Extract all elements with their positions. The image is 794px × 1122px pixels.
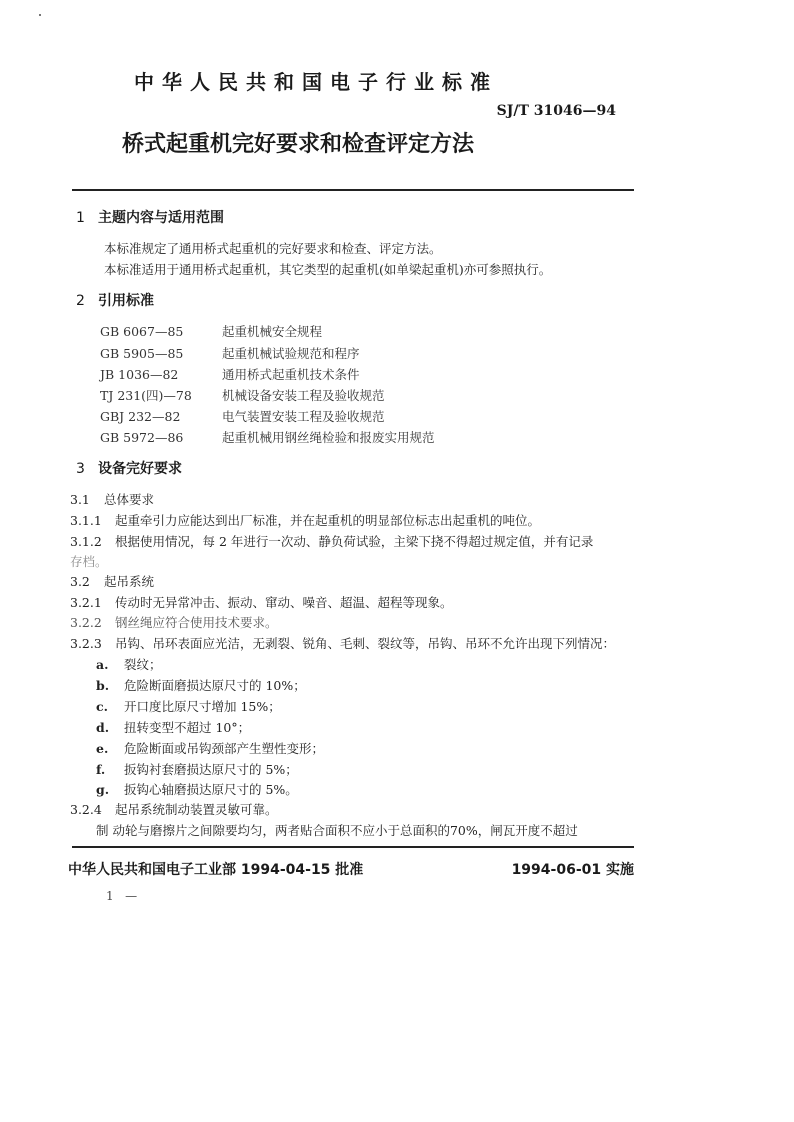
clause-number: 3.2 — [70, 574, 90, 589]
reference-name: 机械设备安装工程及验收规范 — [222, 388, 385, 403]
clause-item — [70, 532, 593, 550]
clause-number: 3.2.1 — [70, 595, 102, 610]
implementation-date: 1994-06-01 实施 — [511, 862, 634, 878]
reference-row — [100, 428, 435, 446]
reference-row — [100, 344, 360, 362]
section-2-heading — [76, 290, 154, 310]
section-1-heading — [76, 207, 224, 227]
section-number: 1 — [76, 210, 85, 226]
section-number: 3 — [76, 461, 85, 477]
sub-item-text: 扳钩心轴磨损达原尺寸的 5%。 — [124, 782, 298, 797]
reference-code: GB 5972—86 — [100, 430, 184, 445]
reference-code: GBJ 232—82 — [100, 409, 181, 424]
sub-item — [96, 655, 162, 673]
sub-item-letter: g. — [96, 782, 110, 797]
reference-name: 起重机械安全规程 — [222, 324, 323, 339]
sub-item — [96, 718, 250, 736]
clause-continuation: 制 动轮与磨擦片之间隙要均匀，两者贴合面积不应小于总面积的70%，闸瓦开度不超过 — [96, 823, 578, 838]
clause-number: 3.2.3 — [70, 636, 102, 651]
reference-row — [100, 365, 360, 383]
scan-speck — [39, 14, 41, 16]
reference-code: GB 5905—85 — [100, 346, 184, 361]
clause-text: 起重牵引力应能达到出厂标准，并在起重机的明显部位标志出起重机的吨位。 — [115, 513, 541, 528]
sub-item-letter: b. — [96, 678, 110, 693]
footer-rule — [72, 846, 634, 848]
clause-number: 3.1 — [70, 492, 90, 507]
sub-item-text: 危险断面磨损达原尺寸的 10%； — [124, 678, 306, 693]
clause-number: 3.2.2 — [70, 615, 102, 630]
reference-name: 起重机械用钢丝绳检验和报废实用规范 — [222, 430, 435, 445]
sub-item — [96, 760, 298, 778]
clause-item — [70, 572, 154, 590]
clause-item — [70, 634, 615, 652]
clause-continuation: 存档。 — [70, 554, 108, 569]
sub-item-letter: d. — [96, 720, 110, 735]
section-number: 2 — [76, 293, 85, 309]
clause-text: 根据使用情况，每 2 年进行一次动、静负荷试验，主梁下挠不得超过规定值，并有记录 — [115, 534, 594, 549]
sub-item-text: 危险断面或吊钩颈部产生塑性变形； — [124, 741, 325, 756]
paragraph: 本标准适用于通用桥式起重机，其它类型的起重机(如单梁起重机)亦可参照执行。 — [104, 262, 552, 277]
clause-item — [70, 490, 154, 508]
sub-item-letter: c. — [96, 699, 108, 714]
reference-code: JB 1036—82 — [100, 367, 179, 382]
sub-item-letter: a. — [96, 657, 109, 672]
sub-item-letter: e. — [96, 741, 109, 756]
reference-code: GB 6067—85 — [100, 324, 184, 339]
clause-text: 起吊系统制动装置灵敏可靠。 — [115, 802, 278, 817]
section-title: 引用标准 — [98, 293, 154, 309]
reference-name: 电气装置安装工程及验收规范 — [222, 409, 385, 424]
reference-code: TJ 231(四)—78 — [100, 388, 192, 403]
reference-row — [100, 322, 322, 340]
clause-text: 钢丝绳应符合使用技术要求。 — [115, 615, 278, 630]
clause-item — [70, 593, 453, 611]
clause-item — [70, 800, 278, 818]
reference-row — [100, 407, 385, 425]
clause-text: 起吊系统 — [104, 574, 155, 589]
clause-item — [70, 511, 540, 529]
sub-item-letter: f. — [96, 762, 106, 777]
sub-item-text: 扳钩衬套磨损达原尺寸的 5%； — [124, 762, 298, 777]
sub-item-text: 开口度比原尺寸增加 15%； — [124, 699, 281, 714]
sub-item — [96, 739, 324, 757]
clause-number: 3.1.1 — [70, 513, 102, 528]
org-title: 中华人民共和国电子行业标准 — [134, 70, 498, 94]
sub-item — [96, 697, 281, 715]
section-title: 主题内容与适用范围 — [98, 210, 224, 226]
clause-number: 3.2.4 — [70, 802, 102, 817]
approval-line: 中华人民共和国电子工业部 1994-04-15 批准 — [68, 862, 364, 878]
clause-number: 3.1.2 — [70, 534, 102, 549]
reference-name: 起重机械试验规范和程序 — [222, 346, 360, 361]
page-number-value: 1 — [106, 889, 114, 903]
reference-row — [100, 386, 385, 404]
page-number-dash: — — [125, 889, 138, 903]
document-title: 桥式起重机完好要求和检查评定方法 — [122, 132, 475, 157]
clause-item — [70, 613, 278, 631]
section-3-heading — [76, 458, 182, 478]
clause-text: 总体要求 — [104, 492, 155, 507]
sub-item — [96, 780, 298, 798]
sub-item-text: 扭转变型不超过 10°； — [124, 720, 251, 735]
paragraph: 本标准规定了通用桥式起重机的完好要求和检查、评定方法。 — [104, 241, 442, 256]
sub-item — [96, 676, 306, 694]
clause-text: 吊钩、吊环表面应光洁，无剥裂、锐角、毛刺、裂纹等，吊钩、吊环不允许出现下列情况： — [115, 636, 616, 651]
standard-code: SJ/T 31046—94 — [496, 103, 616, 119]
sub-item-text: 裂纹； — [124, 657, 162, 672]
clause-text: 传动时无异常冲击、振动、窜动、噪音、超温、超程等现象。 — [115, 595, 453, 610]
reference-name: 通用桥式起重机技术条件 — [222, 367, 360, 382]
page-number — [106, 889, 137, 903]
section-title: 设备完好要求 — [98, 461, 182, 477]
header-rule — [72, 189, 634, 191]
